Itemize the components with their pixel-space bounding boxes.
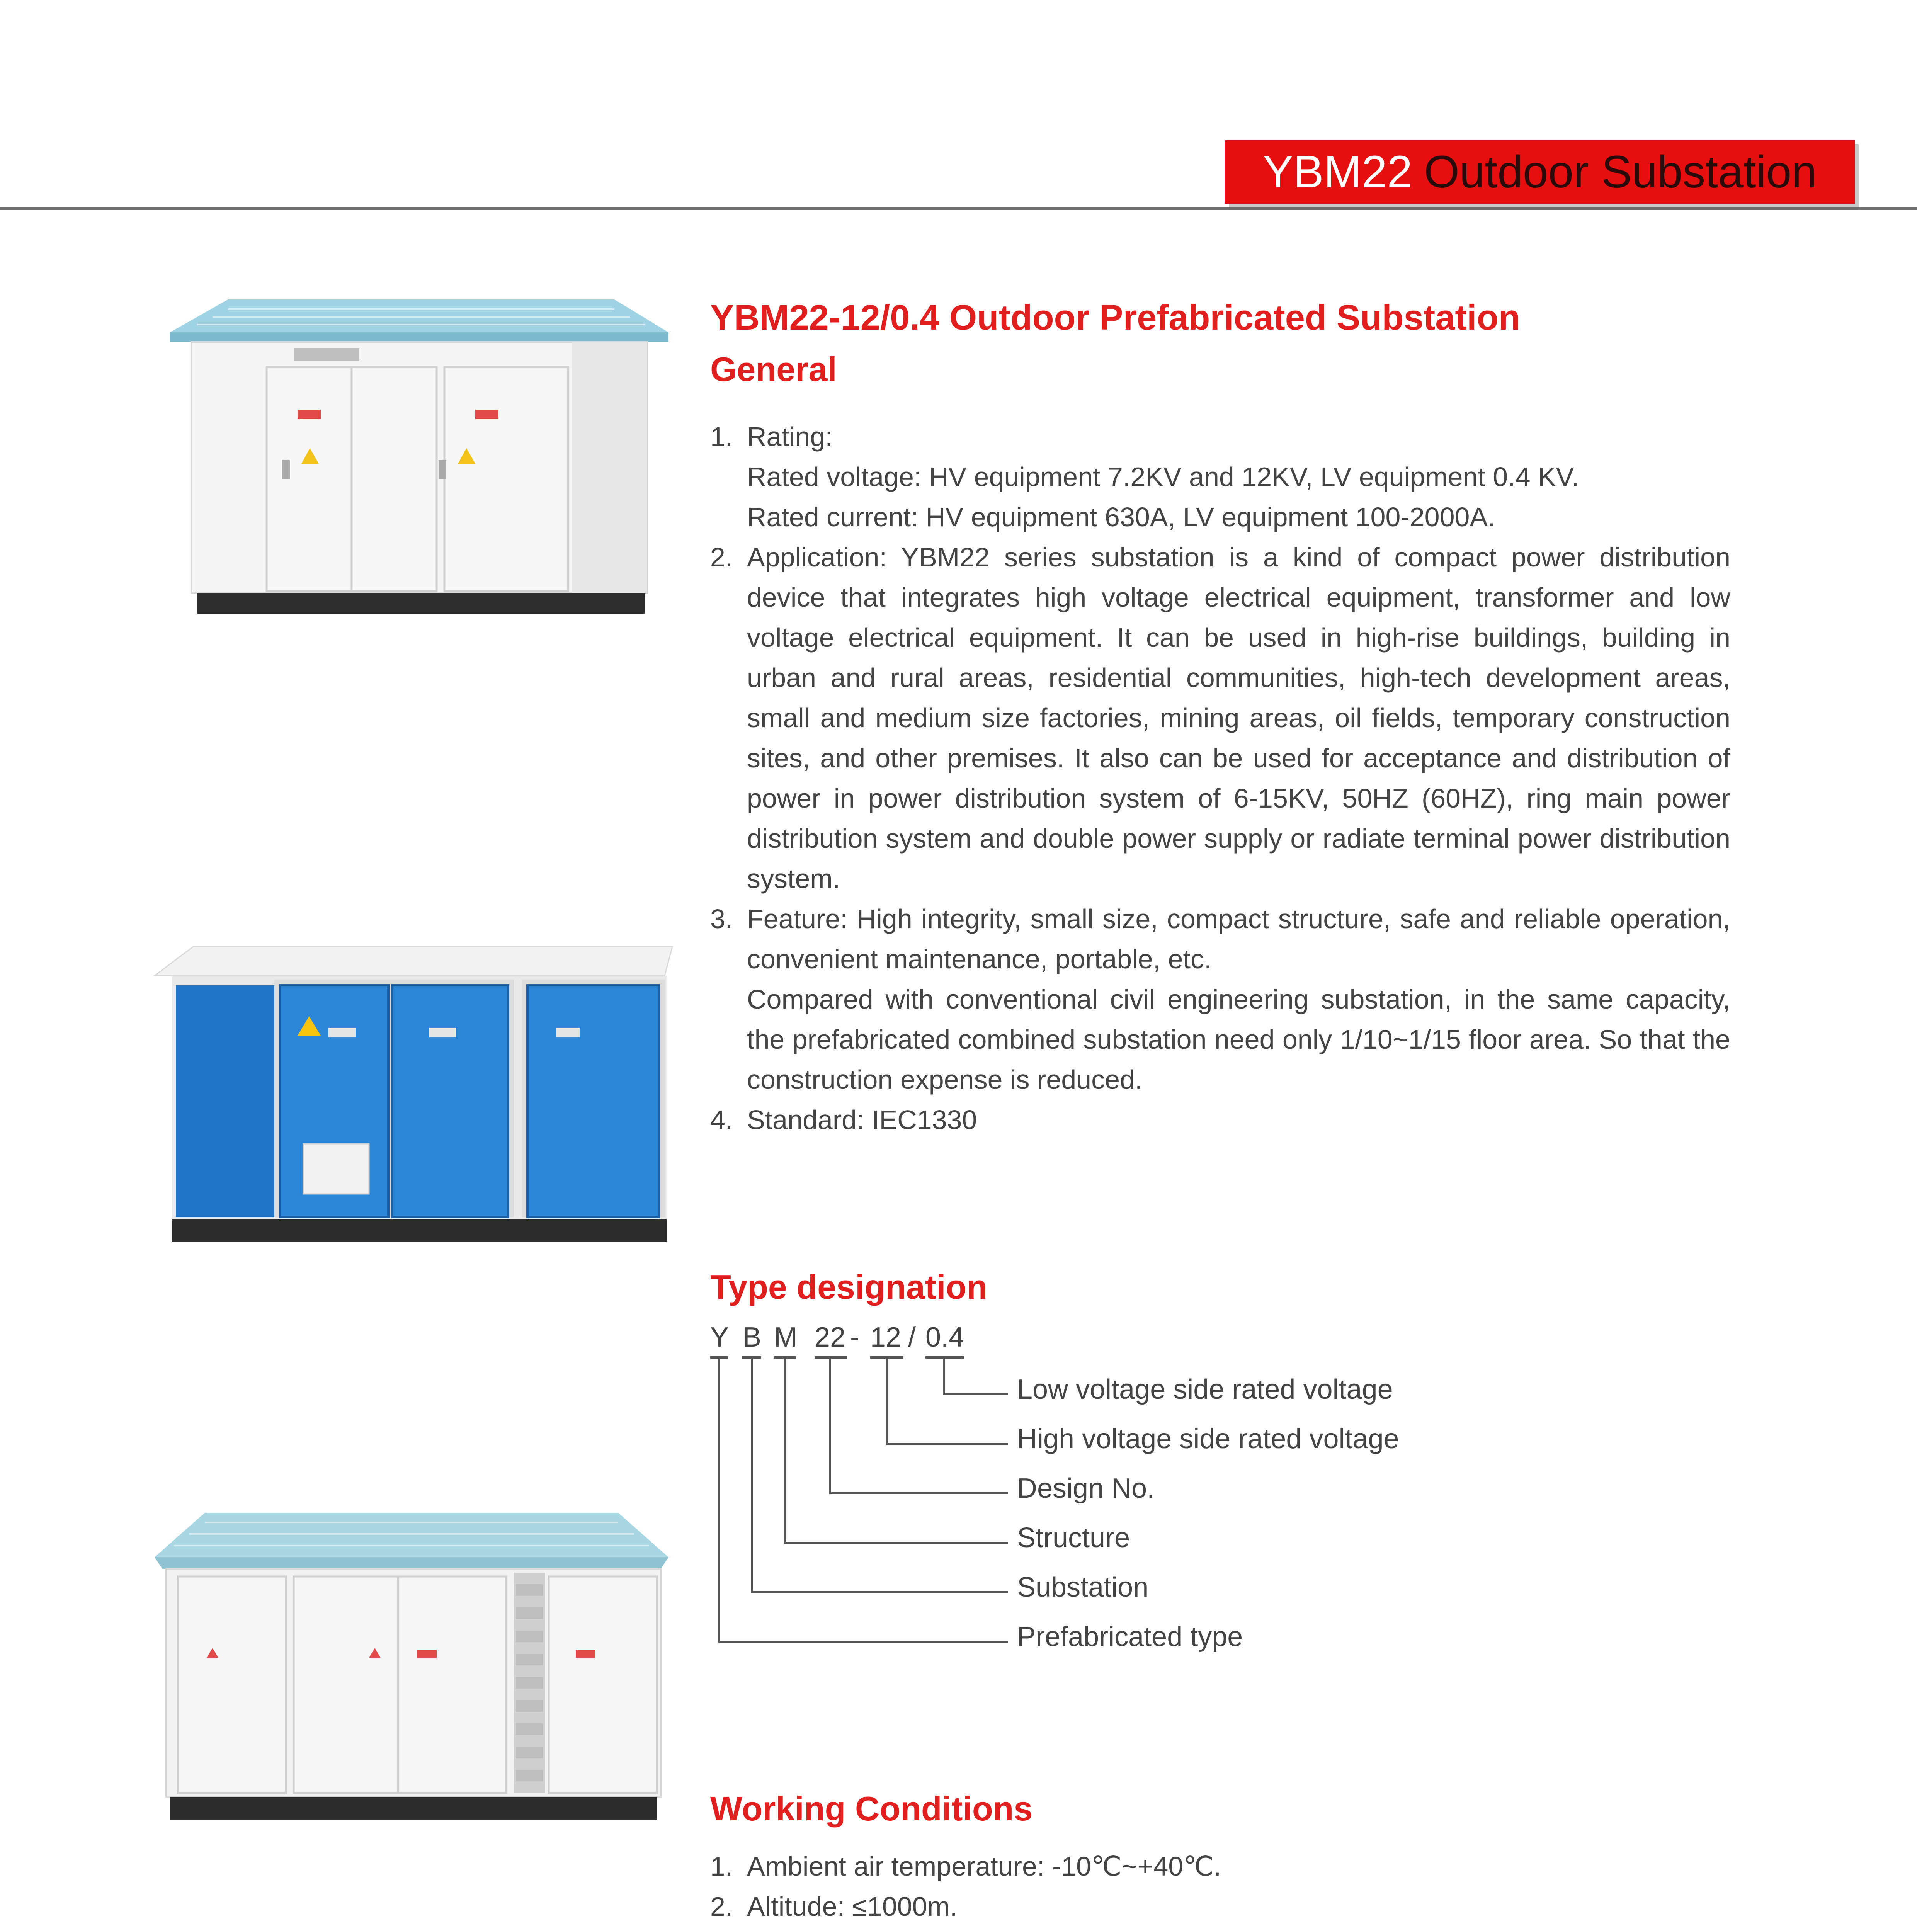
code-dash: - (850, 1322, 859, 1353)
standard-text: Standard: IEC1330 (747, 1105, 977, 1135)
rated-voltage: Rated voltage: HV equipment 7.2KV and 12KV, LV equipment 0.4 KV. (747, 462, 1579, 492)
blue-substation-photo (151, 943, 676, 1244)
label-low-voltage: Low voltage side rated voltage (1017, 1374, 1393, 1405)
code-m: M (774, 1322, 797, 1353)
item-number: 1. (710, 1851, 733, 1881)
working-conditions-heading: Working Conditions (710, 1789, 1033, 1828)
rating-label: Rating: (747, 422, 833, 452)
item-number: 1. (710, 422, 733, 452)
condition-text: Ambient air temperature: -10℃~+40℃. (747, 1851, 1221, 1881)
general-item-application (710, 537, 1730, 899)
condition-text (747, 1927, 1730, 1932)
feature-comparison-text: Compared with conventional civil engineering substation, in the same capacity, the prefabricated combined substation need only 1/10~1/15 floor area. So that the construction expense is reduced. (747, 984, 1730, 1095)
working-conditions-list (710, 1846, 1730, 1932)
main-title: YBM22-12/0.4 Outdoor Prefabricated Substation (710, 298, 1521, 337)
condition-item (710, 1927, 1730, 1932)
type-designation-heading: Type designation (710, 1268, 988, 1306)
item-number: 4. (710, 1105, 733, 1135)
item-number: 2. (710, 542, 733, 572)
label-substation: Substation (1017, 1572, 1149, 1603)
rated-current: Rated current: HV equipment 630A, LV equipment 100-2000A. (747, 502, 1495, 532)
header-rule (0, 207, 1917, 210)
white-substation-photo (170, 294, 668, 618)
condition-item (710, 1846, 1730, 1886)
label-prefabricated-type: Prefabricated type (1017, 1621, 1243, 1652)
header-title-text: Outdoor Substation (1424, 146, 1817, 197)
general-item-rating (710, 417, 1730, 537)
general-list (710, 417, 1730, 1140)
code-b: B (743, 1322, 762, 1353)
general-item-standard (710, 1100, 1730, 1140)
code-lv: 0.4 (925, 1322, 964, 1353)
white-brick-substation-photo (155, 1507, 668, 1828)
header-title-model: YBM22 (1263, 146, 1413, 197)
roof (170, 299, 668, 332)
general-item-feature (710, 899, 1730, 1100)
code-design-no: 22 (815, 1322, 846, 1353)
label-design-no: Design No. (1017, 1473, 1155, 1504)
condition-item (710, 1886, 1730, 1927)
item-number: 3. (710, 904, 733, 934)
code-slash: / (908, 1322, 916, 1353)
code-y: Y (710, 1322, 729, 1353)
header-title-tab (1225, 140, 1855, 204)
feature-text: Feature: High integrity, small size, compact structure, safe and reliable operation, convenient maintenance, portable, etc. (747, 904, 1730, 974)
item-number (710, 1927, 733, 1932)
label-high-voltage: High voltage side rated voltage (1017, 1423, 1399, 1454)
label-structure: Structure (1017, 1522, 1130, 1553)
code-hv: 12 (870, 1322, 902, 1353)
application-text: Application: YBM22 series substation is a kind of compact power distribution device that integrates high voltage electrical equipment, transformer and low voltage electrical equipment. It can be used in high-rise buildings, building in urban and rural areas, residential communities, high-tech development areas, small and medium size factories, mining areas, oil fields, temporary construction sites, and other premises. It also can be used for acceptance and distribution of power in power distribution system of 6-15KV, 50HZ (60HZ), ring main power distribution system and double power supply or radiate terminal power distribution system. (747, 542, 1730, 894)
general-heading: General (710, 350, 837, 388)
condition-text: Altitude: ≤1000m. (747, 1891, 958, 1922)
item-number: 2. (710, 1891, 733, 1922)
